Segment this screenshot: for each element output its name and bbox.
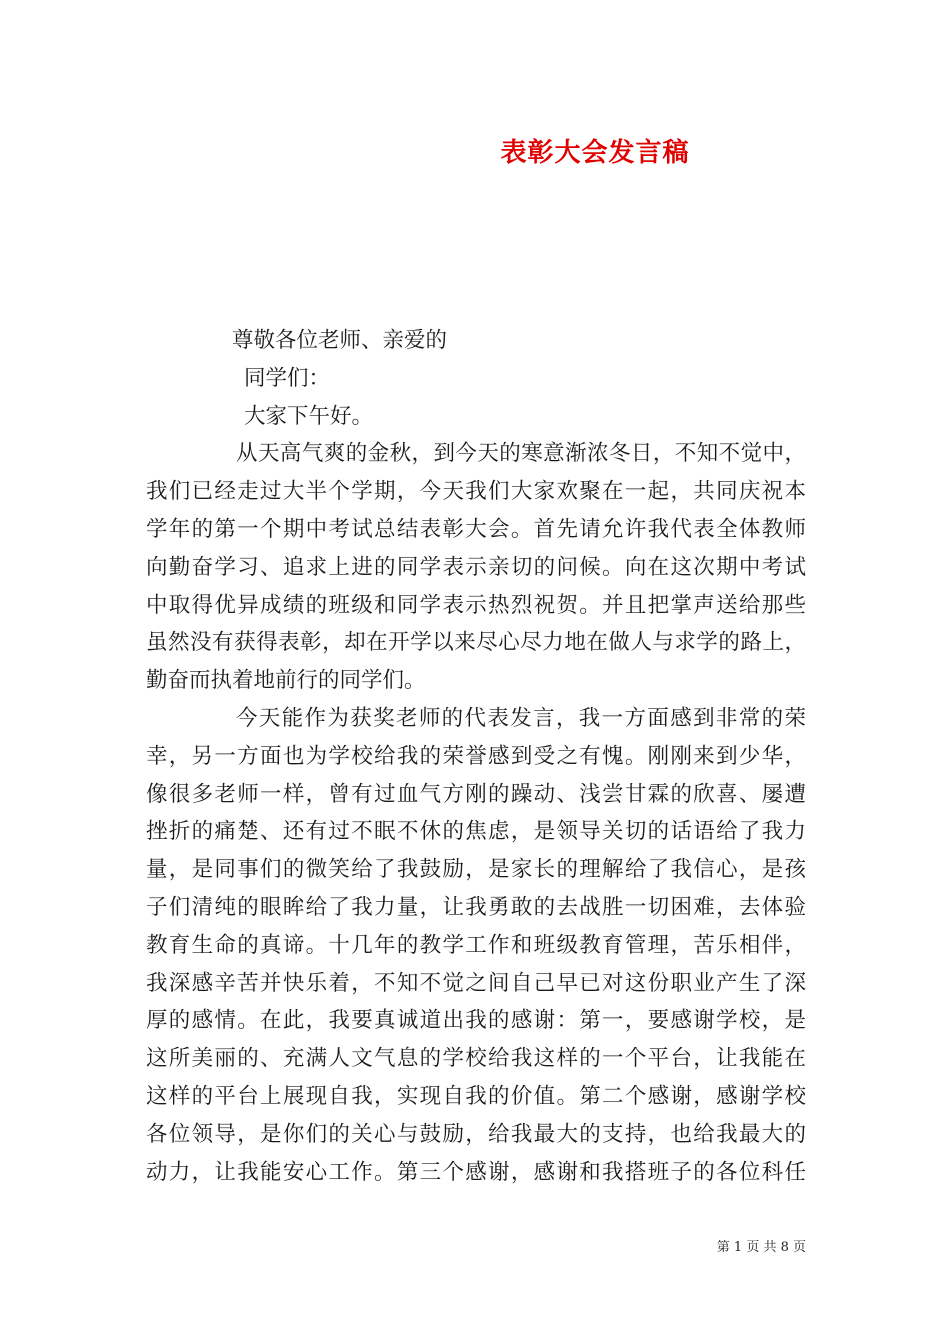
paragraph-line: 挫折的痛楚、还有过不眠不休的焦虑，是领导关切的话语给了我力 [146, 819, 806, 845]
paragraph-line: 我们已经走过大半个学期，今天我们大家欢聚在一起，共同庆祝本 [146, 479, 806, 505]
paragraph-1 [146, 435, 806, 700]
paragraph-line: 这所美丽的、充满人文气息的学校给我这样的一个平台，让我能在 [146, 1046, 806, 1072]
paragraph-line: 向勤奋学习、追求上进的同学表示亲切的问候。向在这次期中考试 [146, 554, 806, 580]
paragraph-line: 这样的平台上展现自我，实现自我的价值。第二个感谢，感谢学校 [146, 1083, 806, 1109]
page-number-footer: 第 1 页 共 8 页 [716, 1240, 806, 1255]
paragraph-line: 厚的感情。在此，我要真诚道出我的感谢：第一，要感谢学校，是 [146, 1008, 806, 1034]
greeting-line: 尊敬各位老师、亲爱的 [232, 328, 448, 353]
paragraph-line: 从天高气爽的金秋，到今天的寒意渐浓冬日，不知不觉中， [236, 441, 806, 467]
paragraph-line: 勤奋而执着地前行的同学们。 [146, 668, 426, 694]
document-title: 表彰大会发言稿 [500, 138, 690, 168]
paragraph-2 [146, 700, 806, 1191]
greeting-line: 大家下午好。 [244, 403, 374, 429]
paragraph-line: 中取得优异成绩的班级和同学表示热烈祝贺。并且把掌声送给那些 [146, 592, 806, 618]
paragraph-line: 教育生命的真谛。十几年的教学工作和班级教育管理，苦乐相伴， [146, 932, 806, 958]
greeting-line: 同学们： [244, 365, 331, 391]
paragraph-line: 幸，另一方面也为学校给我的荣誉感到受之有愧。刚刚来到少华， [146, 743, 806, 769]
paragraph-line: 今天能作为获奖老师的代表发言，我一方面感到非常的荣 [236, 705, 806, 731]
paragraph-line: 学年的第一个期中考试总结表彰大会。首先请允许我代表全体教师 [146, 516, 806, 542]
paragraph-line: 像很多老师一样，曾有过血气方刚的躁动、浅尝甘霖的欣喜、屡遭 [146, 781, 806, 807]
paragraph-line: 我深感辛苦并快乐着，不知不觉之间自己早已对这份职业产生了深 [146, 970, 806, 996]
document-body [146, 322, 806, 1191]
paragraph-line: 子们清纯的眼眸给了我力量，让我勇敢的去战胜一切困难，去体验 [146, 894, 806, 920]
paragraph-line: 虽然没有获得表彰，却在开学以来尽心尽力地在做人与求学的路上， [146, 630, 806, 656]
paragraph-line: 动力，让我能安心工作。第三个感谢，感谢和我搭班子的各位科任 [146, 1159, 806, 1185]
paragraph-line: 各位领导，是你们的关心与鼓励，给我最大的支持，也给我最大的 [146, 1121, 806, 1147]
paragraph-line: 量，是同事们的微笑给了我鼓励，是家长的理解给了我信心，是孩 [146, 857, 806, 883]
